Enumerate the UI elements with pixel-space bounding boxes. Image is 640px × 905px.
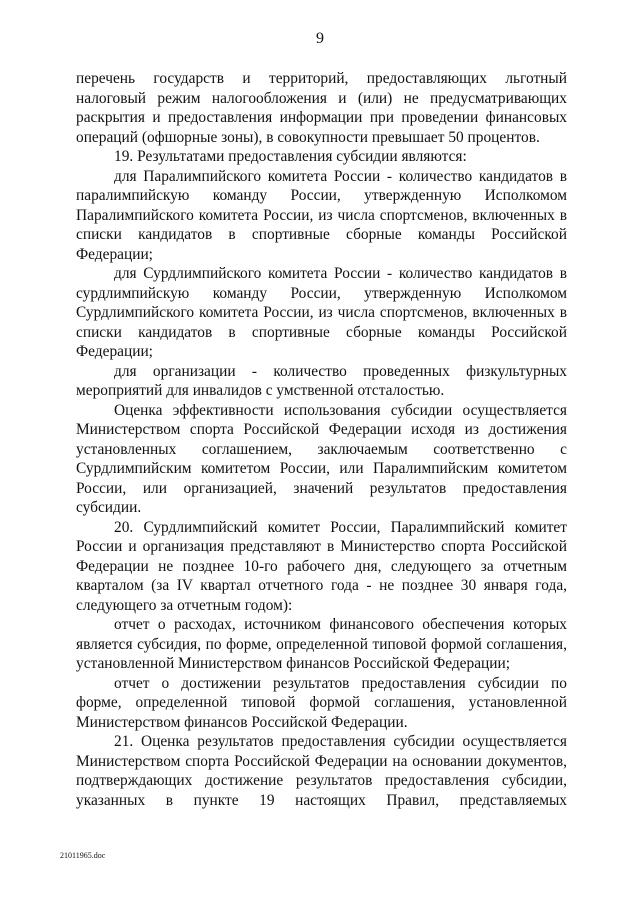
page-number: 9 xyxy=(316,30,324,47)
paragraph-organization: для организации - количество проведенных физкультурных мероприятий для инвалидов с умственной отсталостью. xyxy=(76,362,567,399)
document-body xyxy=(76,69,567,810)
paragraph-expense-report: отчет о расходах, источником финансового обеспечения которых является субсидия, по форме, определенной типовой формой соглашения, установленной Министерством финансов Российской Федерации; xyxy=(76,616,567,672)
paragraph-clause-20: 20. Сурдлимпийский комитет России, Паралимпийский комитет России и организация представляют в Министерство спорта Российской Федерации не позднее 10-го рабочего дня, следующего за отчетным кварталом (за IV квартал отчетного года - не позднее 30 января года, следующего за отчетным годом): xyxy=(76,518,567,614)
paragraph-deaflympic-committee: для Сурдлимпийского комитета России - количество кандидатов в сурдлимпийскую команду России, утвержденную Исполкомом Сурдлимпийского комитета России, из числа спортсменов, включенных в списки кандидатов в спортивные сборные команды Российской Федерации; xyxy=(76,265,567,360)
paragraph-results-report: отчет о достижении результатов предоставления субсидии по форме, определенной типовой формой соглашения, установленной Министерством финансов Российской Федерации. xyxy=(76,674,567,731)
paragraph-clause-19: 19. Результатами предоставления субсидии являются: xyxy=(114,148,467,165)
footer-filename: 21011965.doc xyxy=(60,851,106,860)
paragraph-continuation: перечень государств и территорий, предоставляющих льготный налоговый режим налогообложения и (или) не предусматривающих раскрытия и предоставления информации при проведении финансовых операций (офшорные зоны), в совокупности превышает 50 процентов. xyxy=(76,70,567,146)
paragraph-clause-21: 21. Оценка результатов предоставления субсидии осуществляется Министерством спорта Российской Федерации на основании документов, подтверждающих достижение результатов предоставления субсидии, указанных в пункте 19 настоящих Правил, представляемых xyxy=(76,733,567,809)
paragraph-paralympic-committee: для Паралимпийского комитета России - количество кандидатов в паралимпийскую команду России, утвержденную Исполкомом Паралимпийского комитета России, из числа спортсменов, включенных в списки кандидатов в спортивные сборные команды Российской Федерации; xyxy=(76,167,567,263)
paragraph-efficiency-assessment: Оценка эффективности использования субсидии осуществляется Министерством спорта Российской Федерации исходя из достижения установленных соглашением, заключаемым соответственно с Сурдлимпийским комитетом России, или Паралимпийским комитетом России, или организацией, значений результатов предоставления субсидии. xyxy=(76,401,567,516)
